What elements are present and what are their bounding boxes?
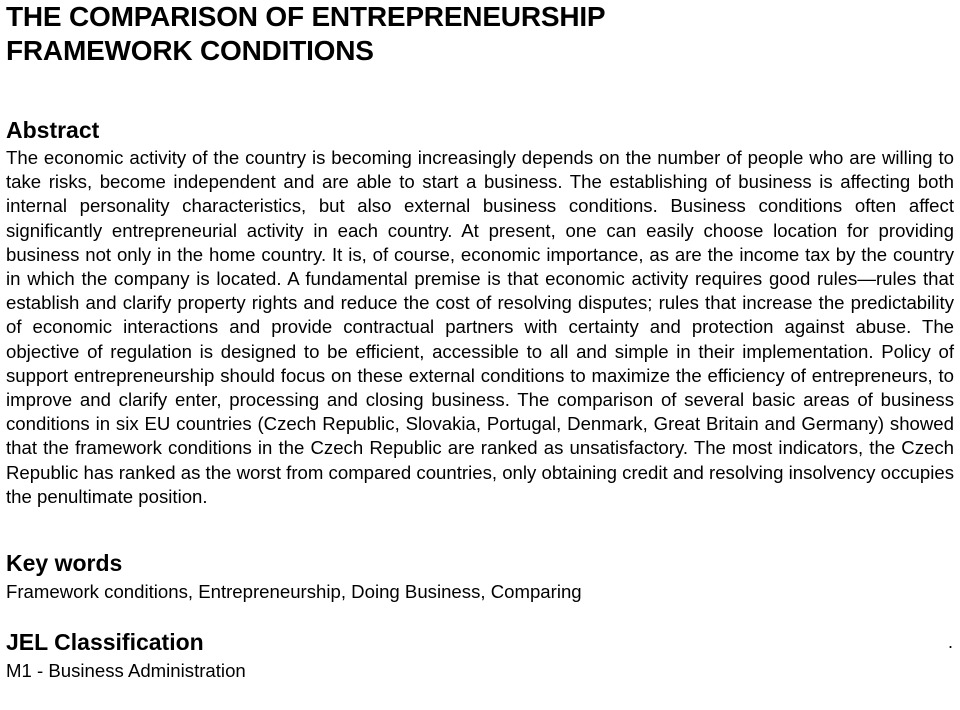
paper-page bbox=[6, 0, 954, 683]
jel-classification-text: M1 - Business Administration bbox=[6, 660, 246, 682]
paper-title bbox=[6, 0, 954, 68]
title-line-1: THE COMPARISON OF ENTREPRENEURSHIP bbox=[6, 1, 606, 32]
title-line-2: FRAMEWORK CONDITIONS bbox=[6, 35, 374, 66]
abstract-heading: Abstract bbox=[6, 117, 100, 143]
abstract-body: The economic activity of the country is becoming increasingly depends on the number of people who are willing to take risks, become independent and are able to start a business. The establishing of business is affecting both internal personality characteristics, but also external business conditions. Business conditions often affect significantly entrepreneurial activity in each country. At present, one can easily choose location for providing business not only in the home country. It is, of course, economic importance, as are the income tax by the country in which the company is located. A fundamental premise is that economic activity requires good rules—rules that establish and clarify property rights and reduce the cost of resolving disputes; rules that increase the predictability of economic interactions and provide contractual partners with certainty and protection against abuse. The objective of regulation is designed to be efficient, accessible to all and simple in their implementation. Policy of support entrepreneurship should focus on these external conditions to maximize the efficiency of entrepreneurs, to improve and clarify enter, processing and closing business. The comparison of several basic areas of business conditions in six EU countries (Czech Republic, Slovakia, Portugal, Denmark, Great Britain and Germany) showed that the framework conditions in the Czech Republic are ranked as unsatisfactory. The most indicators, the Czech Republic has ranked as the worst from compared countries, only obtaining credit and resolving insolvency occupies the penultimate position. bbox=[6, 147, 954, 507]
stray-period-mark: . bbox=[948, 632, 954, 652]
keywords-text: Framework conditions, Entrepreneurship, Doing Business, Comparing bbox=[6, 581, 582, 603]
keywords-heading: Key words bbox=[6, 550, 123, 577]
jel-classification-heading: JEL Classification bbox=[6, 629, 204, 656]
